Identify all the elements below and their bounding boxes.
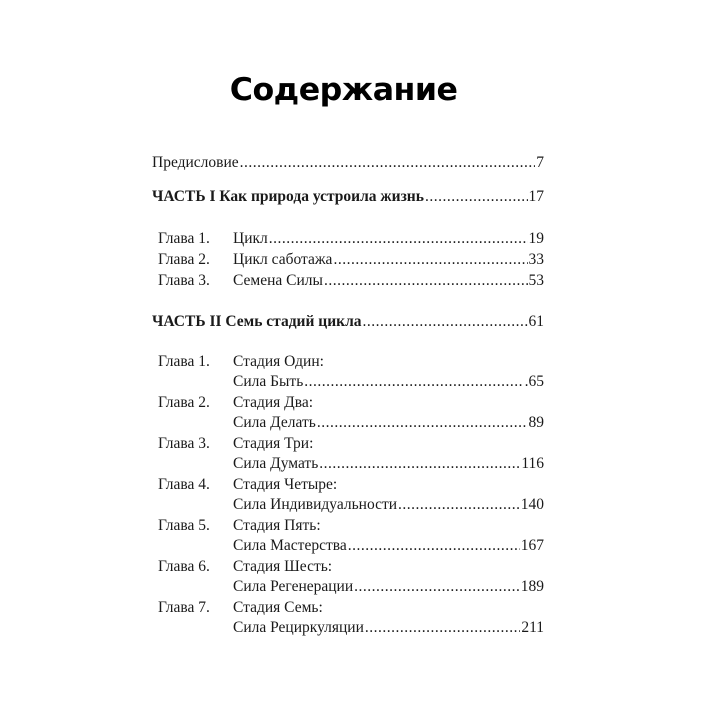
- chapter-stage: Стадия Три:: [233, 435, 314, 452]
- leader-dots: [319, 454, 520, 474]
- chapter-number: Глава 4.: [158, 476, 210, 493]
- chapter-title: Сила Рециркуляции: [233, 619, 364, 636]
- toc-entry-part-1[interactable]: [152, 187, 544, 207]
- page-number: 53: [528, 272, 544, 289]
- page-number: 17: [528, 188, 544, 205]
- chapter-title: Сила Регенерации: [233, 578, 354, 595]
- chapter-title: Семена Силы: [233, 272, 323, 289]
- page-number: 211: [521, 619, 544, 636]
- chapter-title: Цикл саботажа: [233, 251, 333, 268]
- chapter-number: Глава 7.: [158, 599, 210, 616]
- chapter-stage: Стадия Один:: [233, 353, 324, 370]
- page-number: 167: [520, 537, 544, 554]
- chapter-number: Глава 2.: [158, 251, 210, 268]
- page-number: 89: [528, 414, 544, 431]
- leader-dots: [354, 577, 520, 597]
- leader-dots: [304, 372, 523, 392]
- page-number: 33: [528, 251, 544, 268]
- leader-dots: [324, 271, 528, 291]
- leader-dots: [398, 495, 520, 515]
- leader-dots: [363, 312, 528, 332]
- chapter-title: Сила Делать: [233, 414, 316, 431]
- part-label: ЧАСТЬ I Как природа устроила жизнь: [152, 188, 424, 205]
- page-number: 140: [520, 496, 544, 513]
- part-label: ЧАСТЬ II Семь стадий цикла: [152, 313, 362, 330]
- chapter-title: Сила Мастерства: [233, 537, 347, 554]
- chapter-stage: Стадия Четыре:: [233, 476, 338, 493]
- leader-dots: [425, 187, 528, 207]
- leader-dots: [269, 229, 528, 249]
- chapter-number: Глава 3.: [158, 435, 210, 452]
- chapter-title: Сила Думать: [233, 455, 319, 472]
- chapter-number: Глава 6.: [158, 558, 210, 575]
- page-title: Содержание: [229, 72, 458, 108]
- chapter-stage: Стадия Пять:: [233, 517, 321, 534]
- chapter-number: Глава 1.: [158, 230, 210, 247]
- chapter-number: Глава 3.: [158, 272, 210, 289]
- page-number: .65: [524, 373, 544, 390]
- page-number: 19: [528, 230, 544, 247]
- toc-entry-part-2[interactable]: [152, 312, 544, 332]
- leader-dots: [317, 413, 528, 433]
- chapter-title: Сила Индивидуальности: [233, 496, 398, 513]
- leader-dots: [365, 618, 520, 638]
- toc-entry-preface[interactable]: [152, 153, 544, 173]
- chapter-number: Глава 1.: [158, 353, 210, 370]
- page-number: 116: [521, 455, 544, 472]
- leader-dots: [333, 250, 527, 270]
- chapter-stage: Стадия Семь:: [233, 599, 323, 616]
- chapter-stage: Стадия Шесть:: [233, 558, 333, 575]
- leader-dots: [348, 536, 520, 556]
- chapter-number: Глава 5.: [158, 517, 210, 534]
- leader-dots: [240, 153, 536, 173]
- page-number: 61: [528, 313, 544, 330]
- chapter-title: Сила Быть: [233, 373, 304, 390]
- entry-label: Предисловие: [152, 154, 239, 171]
- chapter-number: Глава 2.: [158, 394, 210, 411]
- chapter-stage: Стадия Два:: [233, 394, 314, 411]
- page-number: 189: [520, 578, 544, 595]
- page-number: 7: [536, 154, 544, 171]
- chapter-title: Цикл: [233, 230, 268, 247]
